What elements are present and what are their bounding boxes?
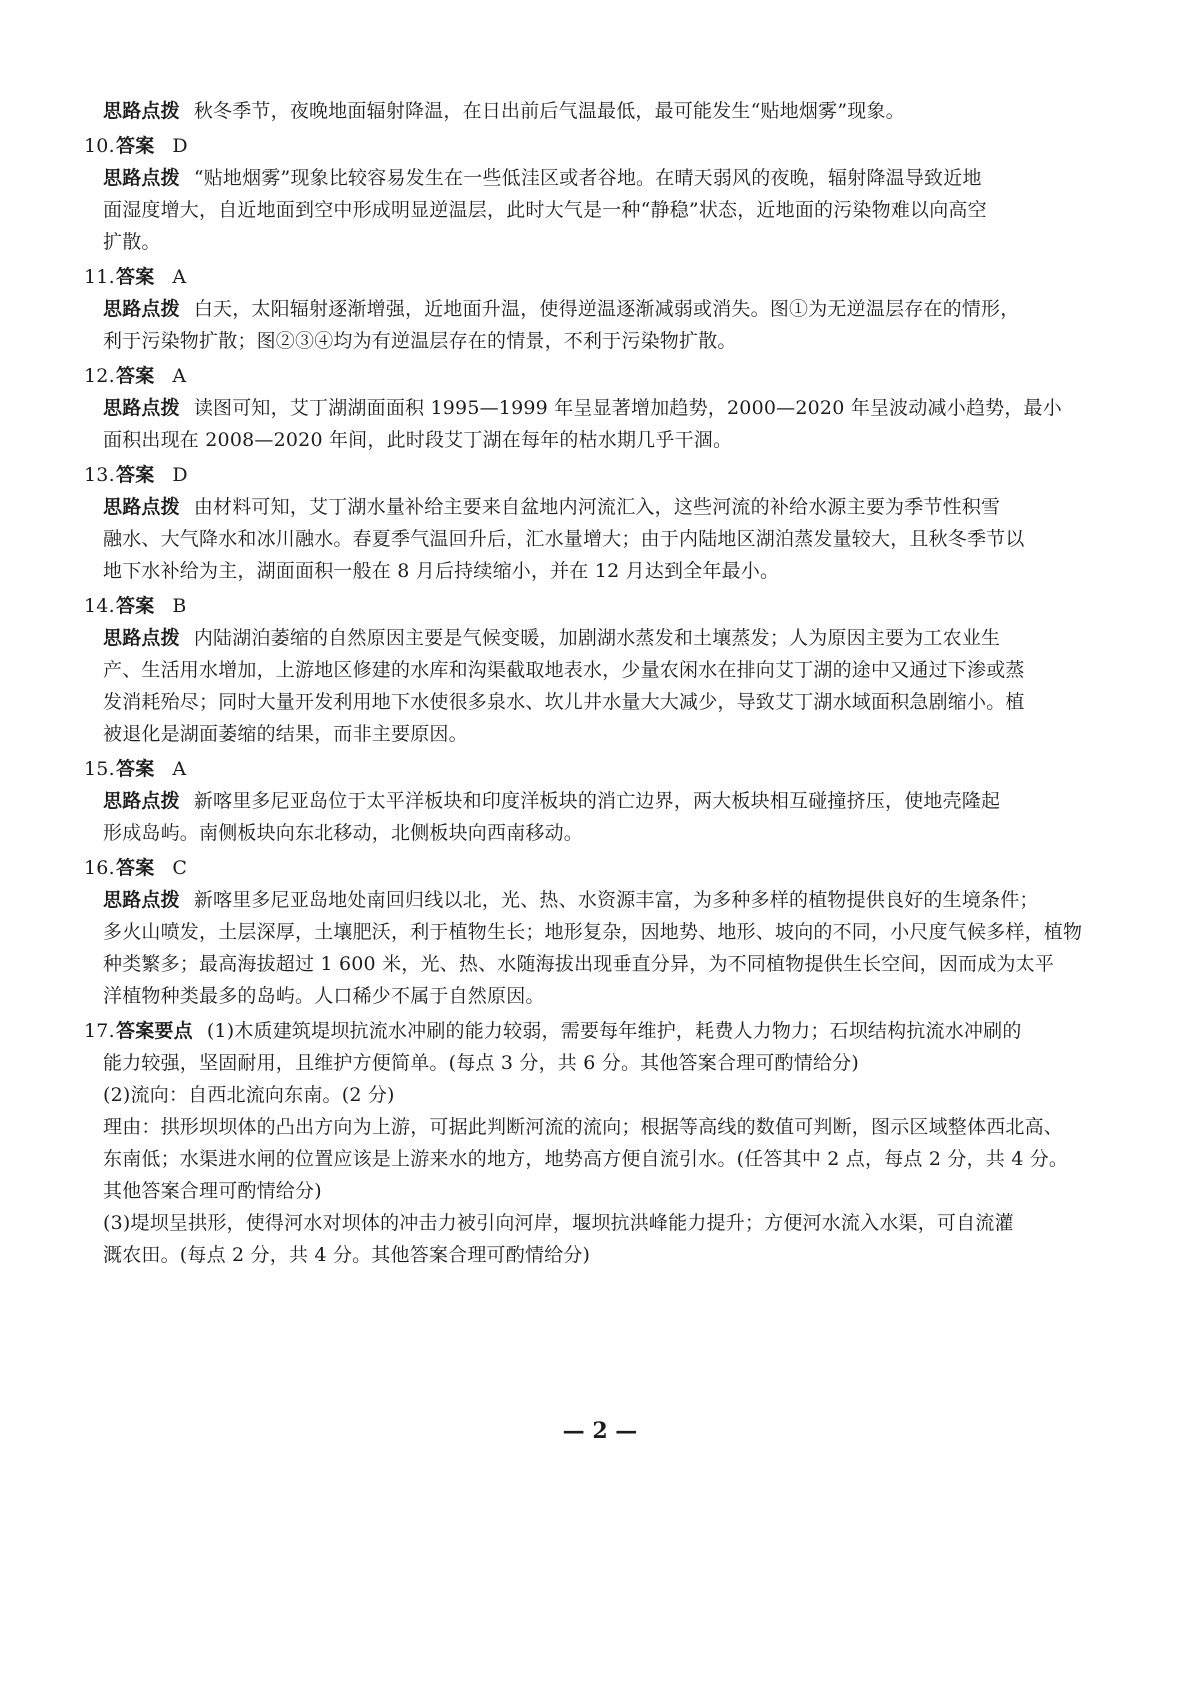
question-number: 14. xyxy=(84,595,115,617)
q12-answer xyxy=(84,363,186,389)
q10-hint-line xyxy=(103,165,982,191)
question-number: 15. xyxy=(84,758,115,780)
q11-hint-line: 利于污染物扩散；图②③④均为有逆温层存在的情景，不利于污染物扩散。 xyxy=(103,330,737,352)
question-number: 17. xyxy=(84,1020,115,1042)
hint-label: 思路点拨 xyxy=(103,790,180,812)
question-number: 11. xyxy=(84,266,115,288)
hint-label: 思路点拨 xyxy=(103,627,180,649)
hint-label: 思路点拨 xyxy=(103,100,180,122)
answer-choice: A xyxy=(172,266,187,288)
q10-hint-line: 扩散。 xyxy=(103,231,161,253)
q12-hint-line: 面积出现在 2008—2020 年间，此时段艾丁湖在每年的枯水期几乎干涸。 xyxy=(103,429,733,451)
q14-hint-line: 产、生活用水增加，上游地区修建的水库和沟渠截取地表水，少量农闲水在排向艾丁湖的途中又通过下渗或蒸 xyxy=(103,659,1025,681)
answer-label: 答案 xyxy=(116,464,155,486)
hint-text: 由材料可知，艾丁湖水量补给主要来自盆地内河流汇入，这些河流的补给水源主要为季节性积雪 xyxy=(193,496,1001,518)
question-number: 10. xyxy=(84,135,115,157)
hint-text: “贴地烟雾”现象比较容易发生在一些低洼区或者谷地。在晴天弱风的夜晚，辐射降温导致近地 xyxy=(193,167,982,189)
hint-text: 白天，太阳辐射逐渐增强，近地面升温，使得逆温逐渐减弱或消失。图①为无逆温层存在的情形， xyxy=(193,298,1020,320)
q16-hint-line: 洋植物种类最多的岛屿。人口稀少不属于自然原因。 xyxy=(103,985,545,1007)
answer-label: 答案 xyxy=(116,758,155,780)
hint-text: 新喀里多尼亚岛位于太平洋板块和印度洋板块的消亡边界，两大板块相互碰撞挤压，使地壳隆起 xyxy=(193,790,1001,812)
answer-label: 答案 xyxy=(116,857,155,879)
answer-choice: A xyxy=(172,758,187,780)
q10-answer xyxy=(84,133,188,159)
q17-line: 其他答案合理可酌情给分) xyxy=(103,1180,322,1202)
q16-hint-line xyxy=(103,887,1039,913)
hint-label: 思路点拨 xyxy=(103,889,180,911)
q14-hint-line xyxy=(103,625,1000,651)
q17-line: (3)堤坝呈拱形，使得河水对坝体的冲击力被引向河岸，堰坝抗洪峰能力提升；方便河水流入水渠，可自流灌 xyxy=(103,1212,1014,1234)
q17-line: 能力较强，坚固耐用，且维护方便简单。(每点 3 分，共 6 分。其他答案合理可酌情给分) xyxy=(103,1052,859,1074)
answer-label: 答案 xyxy=(116,365,155,387)
page-number: — 2 — xyxy=(562,1418,638,1444)
answer-choice: D xyxy=(172,135,188,157)
hint-text: 内陆湖泊萎缩的自然原因主要是气候变暖，加剧湖水蒸发和土壤蒸发；人为原因主要为工农业生 xyxy=(193,627,1001,649)
q14-answer xyxy=(84,593,187,619)
q13-hint-line: 融水、大气降水和冰川融水。春夏季气温回升后，汇水量增大；由于内陆地区湖泊蒸发量较大，且秋冬季节以 xyxy=(103,528,1025,550)
question-number: 16. xyxy=(84,857,115,879)
answer-text: (1)木质建筑堤坝抗流水冲刷的能力较弱，需要每年维护，耗费人力物力；石坝结构抗流水冲刷的 xyxy=(206,1020,1022,1042)
q13-hint-line xyxy=(103,494,1000,520)
q12-hint-line xyxy=(103,395,1062,421)
q14-hint-line: 被退化是湖面萎缩的结果，而非主要原因。 xyxy=(103,723,468,745)
q17-line: (2)流向：自西北流向东南。(2 分) xyxy=(103,1084,395,1106)
q17-first-line xyxy=(84,1018,1022,1044)
q10-hint-line: 面湿度增大，自近地面到空中形成明显逆温层，此时大气是一种“静稳”状态，近地面的污染物难以向高空 xyxy=(103,199,987,221)
q15-hint-line xyxy=(103,788,1000,814)
q11-hint-line xyxy=(103,296,1019,322)
hint-label: 思路点拨 xyxy=(103,298,180,320)
hint-label: 思路点拨 xyxy=(103,397,180,419)
answer-label: 答案 xyxy=(116,135,155,157)
q11-answer xyxy=(84,264,186,290)
answer-choice: B xyxy=(172,595,187,617)
q17-line: 理由：拱形坝坝体的凸出方向为上游，可据此判断河流的流向；根据等高线的数值可判断，图示区域整体西北高、 xyxy=(103,1116,1064,1138)
q15-answer xyxy=(84,756,186,782)
answer-label: 答案 xyxy=(116,595,155,617)
answer-choice: A xyxy=(172,365,187,387)
q9-hint xyxy=(103,98,905,124)
answer-choice: C xyxy=(172,857,188,879)
q17-line: 溉农田。(每点 2 分，共 4 分。其他答案合理可酌情给分) xyxy=(103,1244,591,1266)
q16-hint-line: 种类繁多；最高海拔超过 1 600 米，光、热、水随海拔出现垂直分异，为不同植物提供生长空间，因而成为太平 xyxy=(103,953,1055,975)
hint-text: 读图可知，艾丁湖湖面面积 1995—1999 年呈显著增加趋势，2000—2020 年呈波动减小趋势，最小 xyxy=(193,397,1062,419)
question-number: 13. xyxy=(84,464,115,486)
hint-label: 思路点拨 xyxy=(103,496,180,518)
hint-text: 秋冬季节，夜晚地面辐射降温，在日出前后气温最低，最可能发生“贴地烟雾”现象。 xyxy=(193,100,905,122)
q16-answer xyxy=(84,855,187,881)
q14-hint-line: 发消耗殆尽；同时大量开发利用地下水使很多泉水、坎儿井水量大大减少，导致艾丁湖水域面积急剧缩小。植 xyxy=(103,691,1025,713)
q17-line: 东南低；水渠进水闸的位置应该是上游来水的地方，地势高方便自流引水。(任答其中 2 点，每点 2 分，共 4 分。 xyxy=(103,1148,1069,1170)
question-number: 12. xyxy=(84,365,115,387)
answer-label: 答案 xyxy=(116,266,155,288)
q16-hint-line: 多火山喷发，土层深厚，土壤肥沃，利于植物生长；地形复杂，因地势、地形、坡向的不同，小尺度气候多样，植物 xyxy=(103,921,1083,943)
answer-choice: D xyxy=(172,464,188,486)
q13-hint-line: 地下水补给为主，湖面面积一般在 8 月后持续缩小，并在 12 月达到全年最小。 xyxy=(103,560,780,582)
hint-text: 新喀里多尼亚岛地处南回归线以北，光、热、水资源丰富，为多种多样的植物提供良好的生境条件； xyxy=(193,889,1039,911)
q15-hint-line: 形成岛屿。南侧板块向东北移动，北侧板块向西南移动。 xyxy=(103,822,584,844)
hint-label: 思路点拨 xyxy=(103,167,180,189)
q13-answer xyxy=(84,462,188,488)
answer-points-label: 答案要点 xyxy=(116,1020,193,1042)
